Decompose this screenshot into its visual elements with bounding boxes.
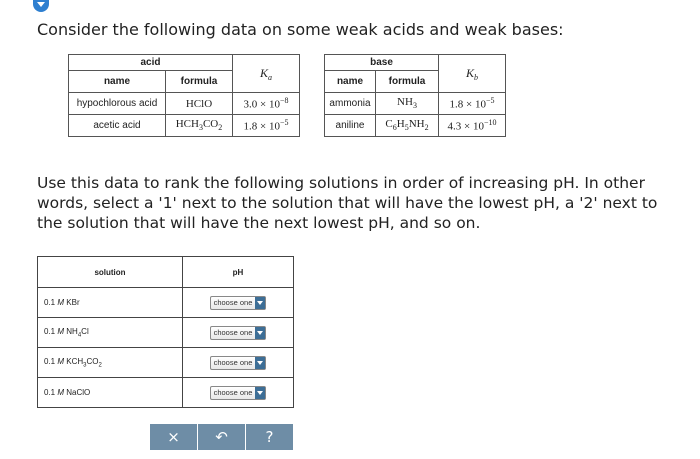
acid-formula-cell: $HCH_3CO_2$: [166, 115, 233, 137]
kb-value-cell: $1.8 \times 10^{-5}$: [439, 93, 506, 115]
kb-value-cell: $4.3 \times 10^{-10}$: [439, 115, 506, 137]
chevron-down-icon: [255, 297, 265, 309]
clear-button[interactable]: ×: [150, 424, 197, 450]
solution-header: solution: [38, 257, 183, 288]
acid-name-cell: hypochlorous acid: [69, 93, 166, 115]
intro-text: Consider the following data on some weak acids and weak bases:: [37, 20, 564, 39]
ph-rank-select[interactable]: choose one: [210, 296, 267, 310]
expand-badge-icon[interactable]: [33, 0, 49, 12]
base-name-cell: ammonia: [325, 93, 376, 115]
ph-header: pH: [183, 257, 294, 288]
chevron-down-icon: [255, 387, 265, 399]
ph-rank-select[interactable]: choose one: [210, 386, 267, 400]
base-name-header: name: [325, 71, 376, 93]
ka-value-cell: $1.8 \times 10^{-5}$: [233, 115, 300, 137]
help-button[interactable]: ?: [246, 424, 293, 450]
acid-name-header: name: [69, 71, 166, 93]
base-formula-header: formula: [376, 71, 439, 93]
table-row: [38, 288, 294, 318]
table-row: [38, 348, 294, 378]
ranking-table: [37, 256, 294, 408]
chevron-down-icon: [255, 327, 265, 339]
table-row: [38, 318, 294, 348]
base-formula-cell: $NH_3$: [376, 93, 439, 115]
acid-group-header: acid: [69, 55, 233, 71]
acid-formula-header: formula: [166, 71, 233, 93]
base-formula-cell: $C_6H_5NH_2$: [376, 115, 439, 137]
chevron-down-icon: [255, 357, 265, 369]
acid-formula-cell: HClO: [166, 93, 233, 115]
ph-rank-select[interactable]: choose one: [210, 326, 267, 340]
table-row: [38, 378, 294, 408]
kb-header: $K_b$: [439, 55, 506, 93]
undo-button[interactable]: ↶: [198, 424, 245, 450]
acid-name-cell: acetic acid: [69, 115, 166, 137]
base-group-header: base: [325, 55, 439, 71]
solution-cell: 0.1 M KBr: [38, 288, 183, 318]
instructions-text: Use this data to rank the following solutions in order of increasing pH. In other words, select a '1' next to the solution that will have the lowest pH, a '2' next to the solution that will have the next lowest pH, and so on.: [37, 174, 658, 232]
answer-toolbar: [150, 424, 294, 450]
base-table: [324, 54, 506, 137]
acid-table: [68, 54, 300, 137]
ph-rank-select[interactable]: choose one: [210, 356, 267, 370]
solution-cell: 0.1 M $NH_4Cl$: [38, 318, 183, 348]
solution-cell: 0.1 M $KCH_3CO_2$: [38, 348, 183, 378]
base-name-cell: aniline: [325, 115, 376, 137]
ka-header: $K_a$: [233, 55, 300, 93]
ka-value-cell: $3.0 \times 10^{-8}$: [233, 93, 300, 115]
solution-cell: 0.1 M NaClO: [38, 378, 183, 408]
